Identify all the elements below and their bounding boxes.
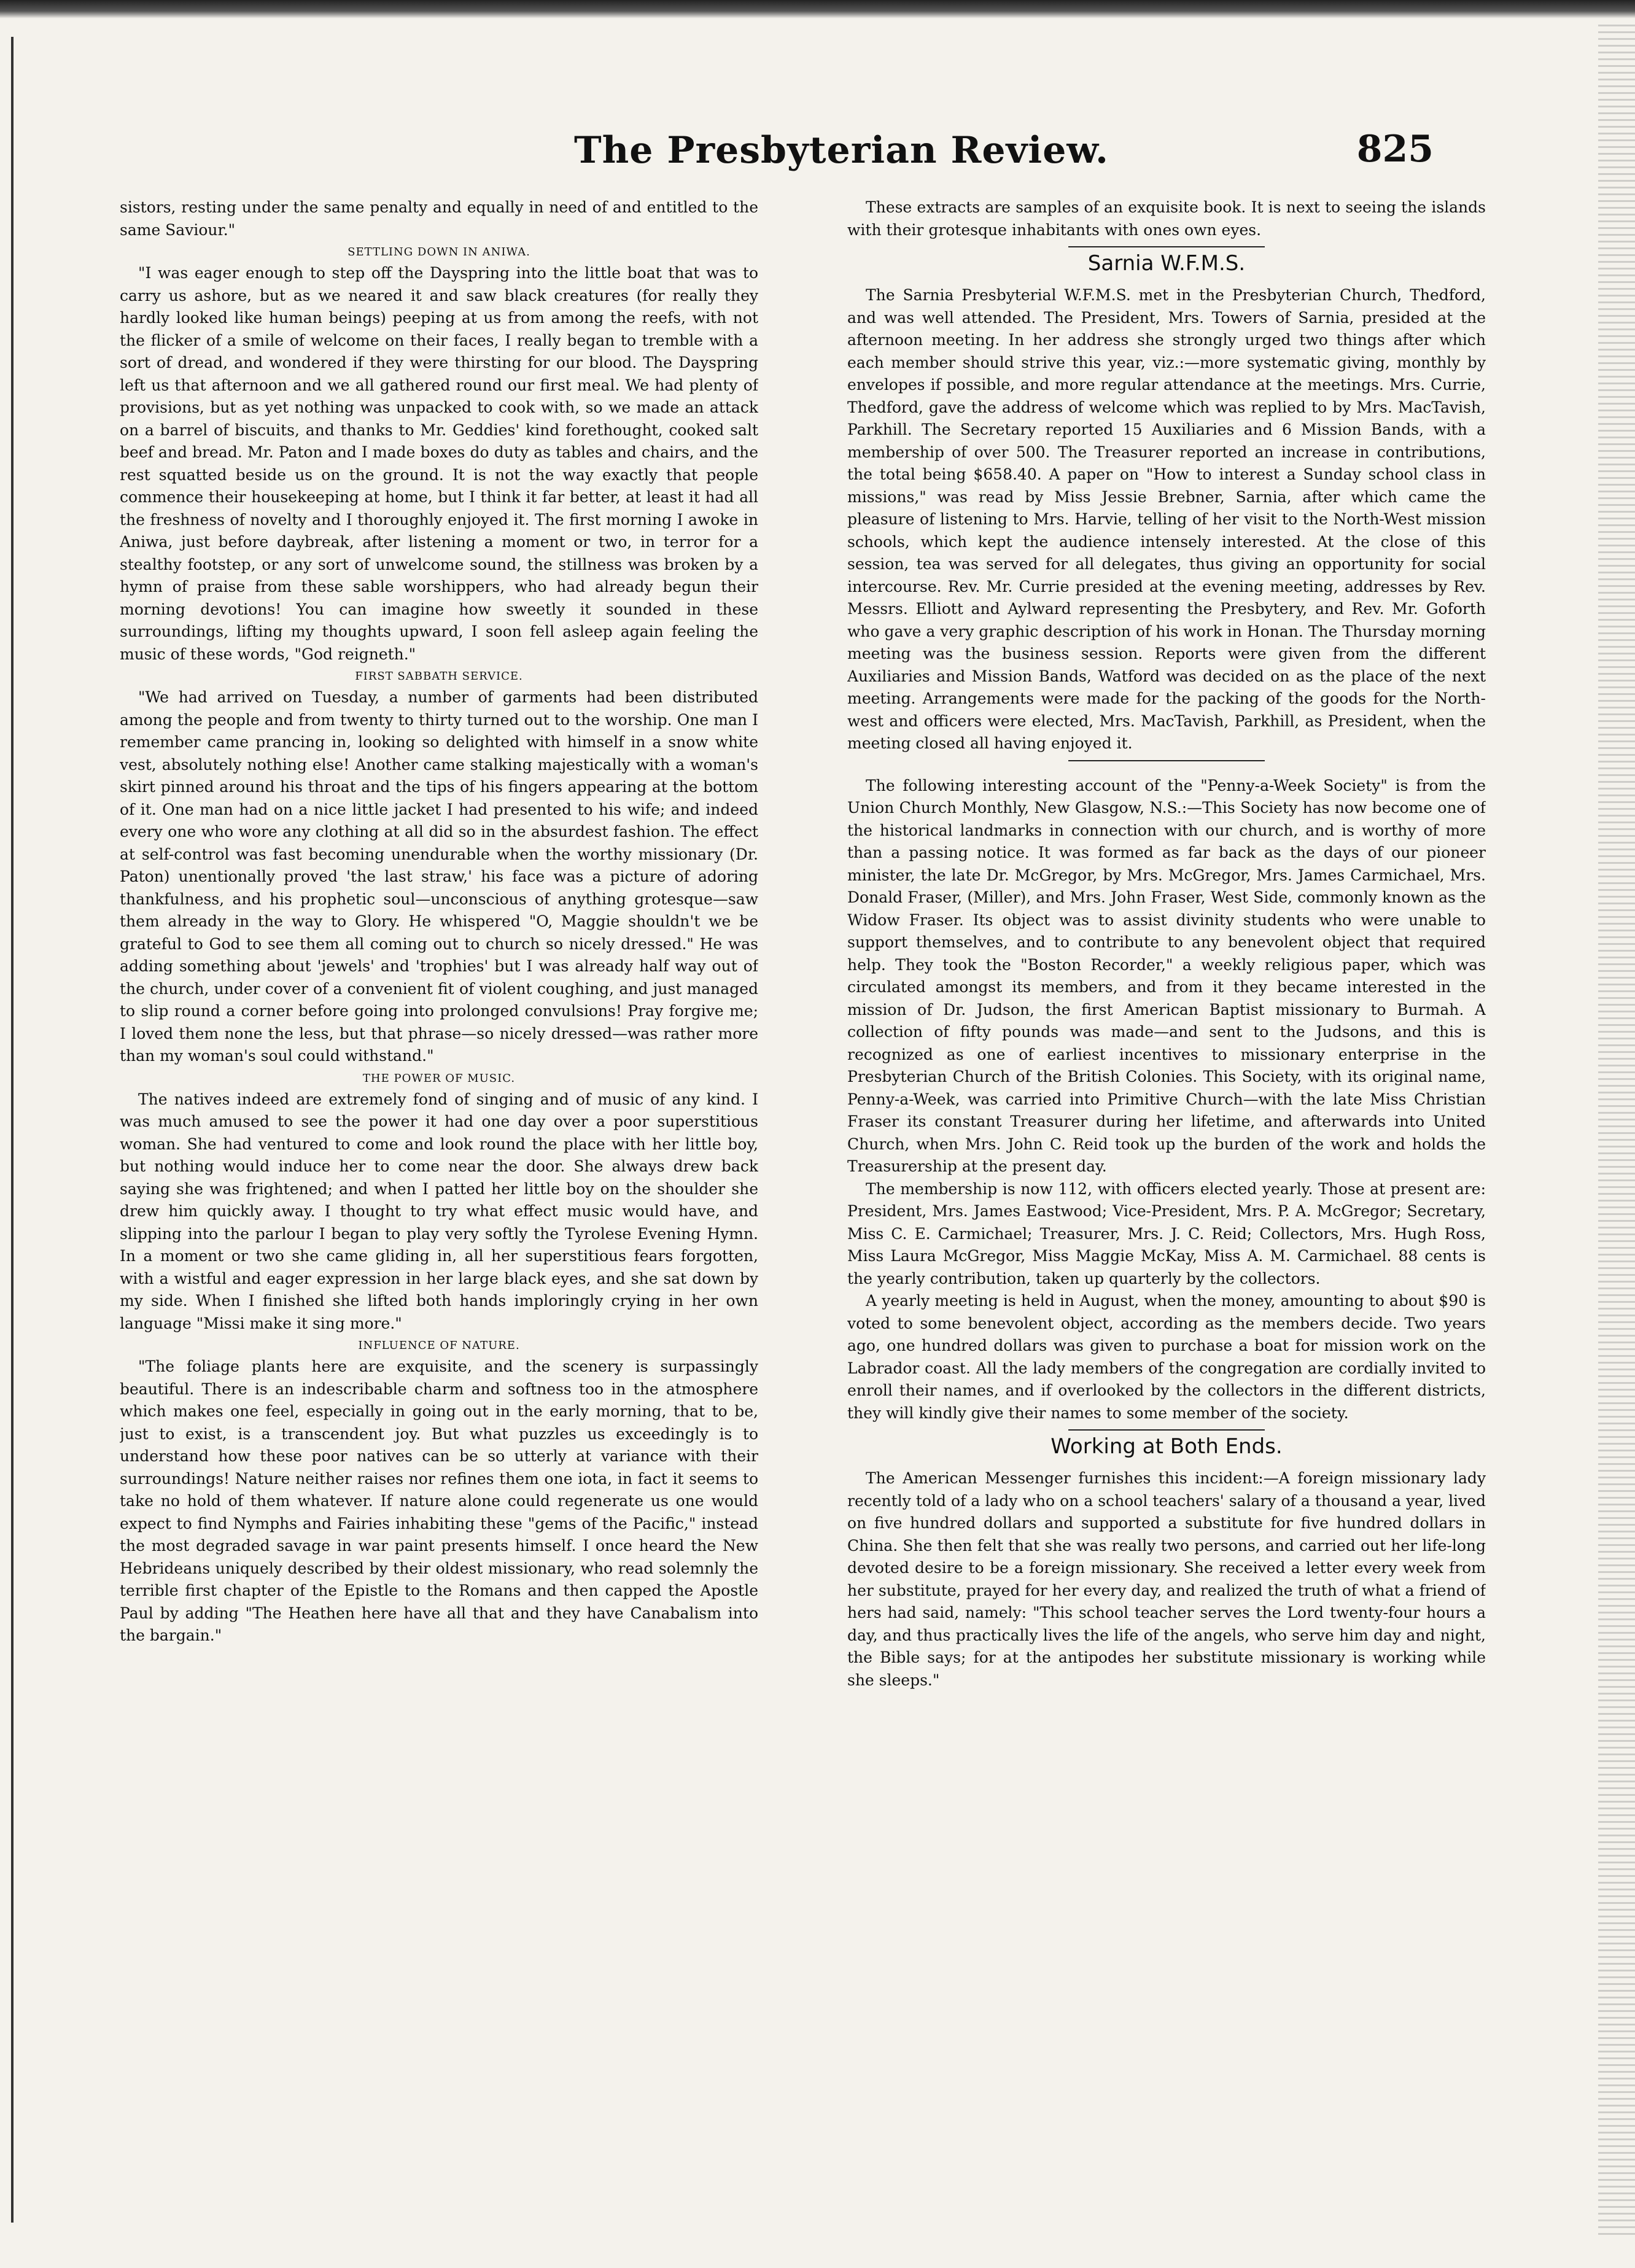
paragraph-penny-a-week-1: The following interesting account of the "Penny-a-Week Society" is from the Union Church Monthly, New Glasgow, N.S.:—This Society has now become one of the historical landmarks in connection with our church, and is worthy of more than a passing notice. It was formed as far back as the days of our pioneer minister, the late Dr. McGregor, by Mrs. McGregor, Mrs. James Carmichael, Mrs. Donald Fraser, (Miller), and Mrs. John Fraser, West Side, commonly known as the Widow Fraser. Its object was to assist divinity students who were unable to support themselves, and to contribute to any benevolent object that required help. They took the "Boston Recorder," a weekly religious paper, which was circulated amongst its members, and from it they became interested in the mission of Dr. Judson, the first American Baptist missionary to Burmah. A collection of fifty pounds was made—and sent to the Judsons, and this is recognized as one of earliest incentives to missionary enterprise in the Presbyterian Church of the British Colonies. This Society, with its original name, Penny-a-Week, was carried into Primitive Church—with the late Miss Christian Fraser its constant Treasurer during her lifetime, and afterwards into United Church, when Mrs. John C. Reid took up the burden of the work and holds the Treasurership at the present day. bbox=[847, 776, 1486, 1175]
section-title-sarnia: Sarnia W.F.M.S. bbox=[1087, 251, 1246, 276]
section-rule bbox=[1068, 246, 1265, 247]
scan-top-edge bbox=[0, 0, 1635, 18]
intro-paragraph: These extracts are samples of an exquisite book. It is next to seeing the islands with their grotesque inhabitants with ones own eyes. bbox=[847, 198, 1486, 239]
scan-right-edge bbox=[1598, 25, 1635, 2235]
paragraph-settling-down: "I was eager enough to step off the Dayspring into the little boat that was to carry us ashore, but as we neared it and saw black creatures (for really they hardly looked like human beings) peeping at us from among the reefs, with not the flicker of a smile of welcome on their faces, I really began to tremble with a sort of dread, and wondered if they were thirsting for our blood. The Dayspring left us that afternoon and we all gathered round our first meal. We had plenty of provisions, but as yet nothing was unpacked to cook with, so we made an attack on a barrel of biscuits, and thanks to Mr. Geddies' kind forethought, cooked salt beef and bread. Mr. Paton and I made boxes do duty as tables and chairs, and the rest squatted beside us on the ground. It is not the way exactly that people commence their housekeeping at home, but I think it far better, at least it had all the freshness of novelty and I thoroughly enjoyed it. The first morning I awoke in Aniwa, just before daybreak, after listening a moment or two, in terror for a stealthy footstep, or any sort of unwelcome sound, the stillness was broken by a hymn of praise from these sable worshippers, who had already begun their morning devotions! You can imagine how sweetly it sounded in these surroundings, lifting my thoughts upward, I soon fell asleep again feeling the music of these words, "God reigneth." bbox=[120, 264, 758, 663]
paragraph-sarnia: The Sarnia Presbyterial W.F.M.S. met in the Presbyterian Church, Thedford, and was well attended. The President, Mrs. Towers of Sarnia, presided at the afternoon meeting. In her address she strongly urged two things after which each member should strive this year, viz.:—more systematic giving, monthly by envelopes if possible, and more regular attendance at the meetings. Mrs. Currie, Thedford, gave the address of welcome which was replied to by Mrs. MacTavish, Parkhill. The Secretary reported 15 Auxiliaries and 6 Mission Bands, with a membership of over 500. The Treasurer reported an increase in contributions, the total being $658.40. A paper on "How to interest a Sunday school class in missions," was read by Miss Jessie Brebner, Sarnia, after which came the pleasure of listening to Mrs. Harvie, telling of her visit to the North-West mission schools, which kept the audience intensely interested. At the close of this session, tea was served for all delegates, thus giving an opportunity for social intercourse. Rev. Mr. Currie presided at the evening meeting, addresses by Rev. Messrs. Elliott and Aylward representing the Presbytery, and Rev. Mr. Goforth who gave a very graphic description of his work in Honan. The Thursday morning meeting was the business session. Reports were given from the different Auxiliaries and Mission Bands, Watford was decided on as the place of the next meeting. Arrangements were made for the packing of the goods for the North-west and officers were elected, Mrs. MacTavish, Parkhill, as President, when the meeting closed all having enjoyed it. bbox=[847, 286, 1486, 752]
journal-title: The Presbyterian Review. bbox=[574, 129, 1109, 172]
subhead-settling-down: SETTLING DOWN IN ANIWA. bbox=[348, 246, 530, 258]
left-column bbox=[120, 196, 758, 2192]
paragraph-first-sabbath: "We had arrived on Tuesday, a number of garments had been distributed among the people and from twenty to thirty turned out to the worship. One man I remember came prancing in, looking so delighted with himself in a snow white vest, absolutely nothing else! Another came stalking majestically with a woman's skirt pinned around his throat and the tips of his fingers appearing at the bottom of it. One man had on a nice little jacket I had presented to his wife; and indeed every one who wore any clothing at all did so in the absurdest fashion. The effect at self-control was fast becoming unendurable when the worthy missionary (Dr. Paton) unentionally proved 'the last straw,' his face was a picture of adoring thankfulness, and his prophetic soul—unconscious of anything grotesque—saw them already in the way to Glory. He whispered "O, Maggie shouldn't we be grateful to God to see them all coming out to church so nicely dressed." He was adding something about 'jewels' and 'trophies' but I was already half way out of the church, under cover of a convenient fit of violent coughing, and just managed to slip round a corner before going into prolonged convulsions! Pray forgive me; I loved them none the less, but that phrase—so nicely dressed—was rather more than my woman's soul could withstand." bbox=[120, 688, 758, 1065]
page-number: 825 bbox=[1356, 128, 1434, 171]
scan-left-edge bbox=[11, 37, 14, 2223]
subhead-influence-of-nature: INFLUENCE OF NATURE. bbox=[358, 1339, 520, 1352]
continued-paragraph: sistors, resting under the same penalty and equally in need of and entitled to the same Saviour." bbox=[120, 198, 758, 239]
right-column bbox=[847, 196, 1486, 2192]
subhead-power-of-music: THE POWER OF MUSIC. bbox=[362, 1071, 516, 1085]
spacer bbox=[847, 764, 1486, 775]
section-title-working-both-ends: Working at Both Ends. bbox=[1051, 1434, 1283, 1459]
paragraph-influence-of-nature: "The foliage plants here are exquisite, and the scenery is surpassingly beautiful. There is an indescribable charm and softness too in the atmosphere which makes one feel, especially in going out in the early morning, that to be, just to exist, is a transcendent joy. But what puzzles us exceedingly is to understand how these poor natives can be so utterly at variance with their surroundings! Nature neither raises nor refines them one iota, in fact it seems to take no hold of them whatever. If nature alone could regenerate us one would expect to find Nymphs and Fairies inhabiting these "gems of the Pacific," instead the most degraded savage in war paint presents himself. I once heard the New Hebrideans uniquely described by their oldest missionary, who read solemnly the terrible first chapter of the Epistle to the Romans and then capped the Apostle Paul by adding "The Heathen here have all that and they have Canabalism into the bargain." bbox=[120, 1357, 758, 1644]
section-rule bbox=[1068, 760, 1265, 761]
section-rule bbox=[1068, 1429, 1265, 1431]
subhead-first-sabbath: FIRST SABBATH SERVICE. bbox=[355, 670, 523, 683]
paragraph-working-both-ends: The American Messenger furnishes this incident:—A foreign missionary lady recently told of a lady who on a school teachers' salary of a thousand a year, lived on five hundred dollars and supported a substitute for five hundred dollars in China. She then felt that she was really two persons, and carried out her life-long devoted desire to be a foreign missionary. She received a letter every week from her substitute, prayed for her every day, and realized the truth of what a friend of hers had said, namely: "This school teacher serves the Lord twenty-four hours a day, and thus practically lives the life of the angels, who serve him day and night, the Bible says; for at the antipodes her substitute missionary is working while she sleeps." bbox=[847, 1469, 1486, 1689]
page-header bbox=[58, 123, 1434, 184]
paragraph-penny-a-week-2: The membership is now 112, with officers elected yearly. Those at present are: President, Mrs. James Eastwood; Vice-President, Mrs. P. A. McGregor; Secretary, Miss C. E. Carmichael; Treasurer, Mrs. J. C. Reid; Collectors, Mrs. Hugh Ross, Miss Laura McGregor, Miss Maggie McKay, Miss A. M. Carmichael. 88 cents is the yearly contribution, taken up quarterly by the collectors. bbox=[847, 1179, 1486, 1287]
paragraph-penny-a-week-3: A yearly meeting is held in August, when the money, amounting to about $90 is voted to some benevolent object, according as the members decide. Two years ago, one hundred dollars was given to purchase a boat for mission work on the Labrador coast. All the lady members of the congregation are cordially invited to enroll their names, and if overlooked by the collectors in the different districts, they will kindly give their names to some member of the society. bbox=[847, 1292, 1486, 1422]
paragraph-power-of-music: The natives indeed are extremely fond of singing and of music of any kind. I was much amused to see the power it had one day over a poor superstitious woman. She had ventured to come and look round the place with her little boy, but nothing would induce her to come near the door. She always drew back saying she was frightened; and when I patted her little boy on the shoulder she drew him quickly away. I thought to try what effect music would have, and slipping into the parlour I began to play very softly the Tyrolese Evening Hymn. In a moment or two she came gliding in, all her superstitious fears forgotten, with a wistful and eager expression in her large black eyes, and she sat down by my side. When I finished she lifted both hands imploringly crying in her own language "Missi make it sing more." bbox=[120, 1090, 758, 1332]
